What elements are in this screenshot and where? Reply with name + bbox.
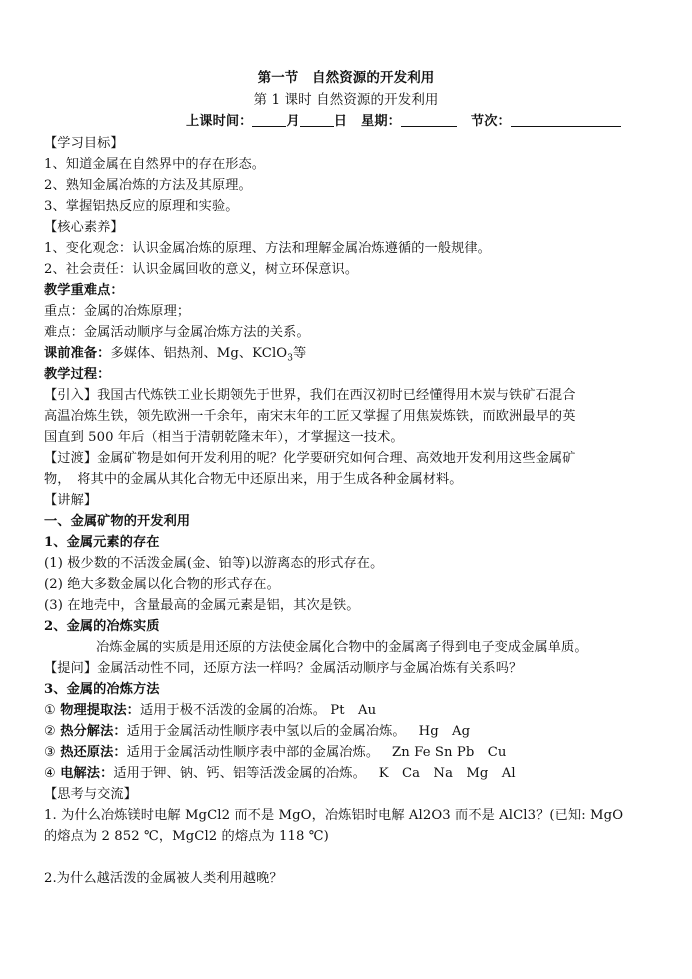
day-label: 日 [333,114,348,129]
day-blank [300,112,334,127]
method-desc: 适用于金属活动性顺序表中氢以后的金属冶炼。 [126,724,406,739]
method-number: ③ [44,745,56,760]
key-points-heading: 教学重难点： [44,283,124,298]
key-point-difficulty: 难点：金属活动顺序与金属冶炼方法的关系。 [44,325,310,340]
literacy-item: 1、变化观念：认识金属冶炼的原理、方法和理解金属冶炼遵循的一般规律。 [44,241,491,256]
method-number: ② [44,724,56,739]
method-metals: Pt Au [330,703,377,718]
objective-item: 3、掌握铝热反应的原理和实验。 [44,199,239,214]
method-number: ① [44,703,56,718]
method-name: 热还原法： [60,745,127,760]
period-blank [511,112,621,127]
prep-text-end: 等 [293,346,307,361]
section-heading: 一、金属矿物的开发利用 [44,514,191,529]
method-item [44,722,652,742]
weekday-label: 星期： [361,114,401,129]
essence-paragraph: 冶炼金属的实质是用还原的方法使金属化合物中的金属离子得到电子变成金属单质。 [96,640,588,655]
existence-item: (3) 在地壳中，含量最高的金属元素是铝，其次是铁。 [44,598,360,613]
method-desc: 适用于钾、钠、钙、铝等活泼金属的冶炼。 [113,766,366,781]
period-label: 节次： [470,114,511,129]
method-item [44,764,652,784]
question-paragraph: 【提问】金属活动性不同，还原方法一样吗？金属活动顺序与金属冶炼有关系吗？ [44,661,523,676]
existence-item: (1) 极少数的不活泼金属(金、铂等)以游离态的形式存在。 [44,556,384,571]
intro-paragraph-line: 高温冶炼生铁，领先欧洲一千余年，南宋末年的工匠又掌握了用焦炭炼铁，而欧洲最早的英 [44,409,576,424]
method-name: 电解法： [60,766,114,781]
transition-paragraph-line: 物， 将其中的金属从其化合物无中还原出来，用于生成各种金属材料。 [44,472,463,487]
prep-text: 多媒体、铝热剂、Mg、KClO [110,346,288,361]
discussion-question-2: 2.为什么越活泼的金属被人类利用越晚？ [44,871,283,886]
transition-paragraph-line: 【过渡】金属矿物是如何开发利用的呢？化学要研究如何合理、高效地开发利用这些金属矿 [44,451,576,466]
lesson-subtitle: 第 1 课时 自然资源的开发利用 [253,92,439,108]
month-label: 月 [286,114,300,129]
intro-paragraph-line: 【引入】我国古代炼铁工业长期领先于世界，我们在西汉初时已经懂得用木炭与铁矿石混合 [44,388,576,403]
prep-subscript: 3 [287,353,294,364]
objectives-heading: 【学习目标】 [44,136,124,151]
method-desc: 适用于极不活泼的金属的冶炼。 [139,703,326,718]
subsection-heading: 2、金属的冶炼实质 [44,619,160,634]
method-name: 热分解法： [60,724,127,739]
class-time-label: 上课时间： [186,114,253,129]
weekday-blank [401,112,457,127]
intro-paragraph-line: 国直到 500 年后（相当于清朝乾隆末年），才掌握这一技术。 [44,430,404,445]
method-metals: Zn Fe Sn Pb Cu [392,745,507,760]
method-name: 物理提取法： [60,703,140,718]
discussion-question-1: 1. 为什么冶炼镁时电解 MgCl2 而不是 MgO，冶炼铝时电解 Al2O3 而不是 AlCl3？(已知: MgO [44,808,624,823]
method-item [44,701,652,721]
lecture-heading: 【讲解】 [44,493,98,508]
method-metals: K Ca Na Mg Al [378,766,516,781]
page-title: 第一节 自然资源的开发利用 [257,70,435,86]
class-time-line [186,112,652,132]
discussion-question-1-cont: 的熔点为 2 852 ℃，MgCl2 的熔点为 118 ℃) [44,829,329,844]
key-point-focus: 重点：金属的冶炼原理； [44,304,191,319]
subsection-heading: 3、金属的冶炼方法 [44,682,160,697]
prep-line [44,344,652,364]
month-blank [252,112,286,127]
literacy-heading: 【核心素养】 [44,220,124,235]
method-item [44,743,652,763]
existence-item: (2) 绝大多数金属以化合物的形式存在。 [44,577,280,592]
discussion-heading: 【思考与交流】 [44,787,138,802]
objective-item: 2、熟知金属冶炼的方法及其原理。 [44,178,252,193]
method-number: ④ [44,766,56,781]
method-metals: Hg Ag [418,724,471,739]
subsection-heading: 1、金属元素的存在 [44,535,160,550]
prep-label: 课前准备： [44,346,111,361]
objective-item: 1、知道金属在自然界中的存在形态。 [44,157,266,172]
method-desc: 适用于金属活动性顺序表中部的金属冶炼。 [126,745,380,760]
literacy-item: 2、社会责任：认识金属回收的意义，树立环保意识。 [44,262,359,277]
process-heading: 教学过程： [44,367,111,382]
